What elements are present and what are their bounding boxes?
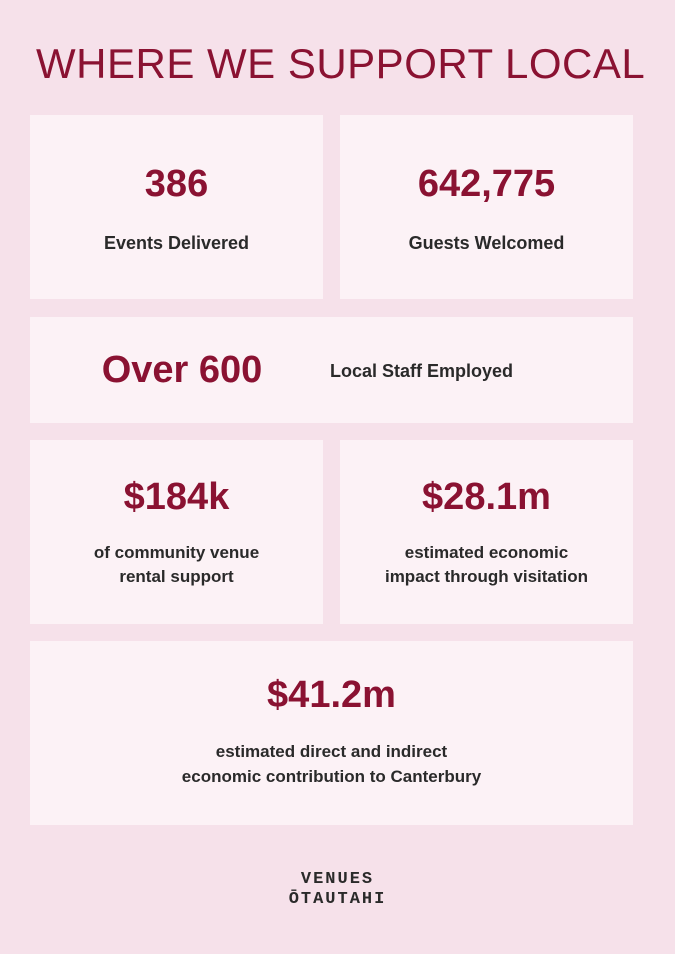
logo-line1: VENUES — [300, 870, 375, 889]
guests-card — [340, 115, 633, 299]
rental-value: $184k — [123, 476, 230, 518]
impact-label-line1: estimated economic — [404, 543, 569, 562]
contribution-label-line1: estimated direct and indirect — [215, 742, 448, 761]
events-card — [30, 115, 323, 299]
staff-card — [30, 317, 633, 423]
impact-card — [340, 440, 633, 624]
rental-label-line1: of community venue — [93, 543, 260, 562]
venues-otautahi-logo — [0, 870, 675, 909]
contribution-value: $41.2m — [267, 674, 396, 716]
page-title: WHERE WE SUPPORT LOCAL — [36, 40, 646, 87]
rental-card — [30, 440, 323, 624]
logo-line2: ŌTAUTAHI — [288, 889, 387, 909]
guests-value: 642,775 — [417, 163, 556, 205]
events-label: Events Delivered — [103, 233, 250, 253]
contribution-label-line2: economic contribution to Canterbury — [181, 767, 482, 786]
guests-label: Guests Welcomed — [408, 233, 565, 253]
contribution-card — [30, 641, 633, 825]
staff-value: Over 600 — [101, 349, 263, 391]
rental-label-line2: rental support — [119, 567, 234, 586]
impact-value: $28.1m — [422, 476, 551, 518]
staff-label: Local Staff Employed — [330, 361, 514, 381]
impact-label-line2: impact through visitation — [384, 567, 589, 586]
events-value: 386 — [144, 163, 209, 205]
